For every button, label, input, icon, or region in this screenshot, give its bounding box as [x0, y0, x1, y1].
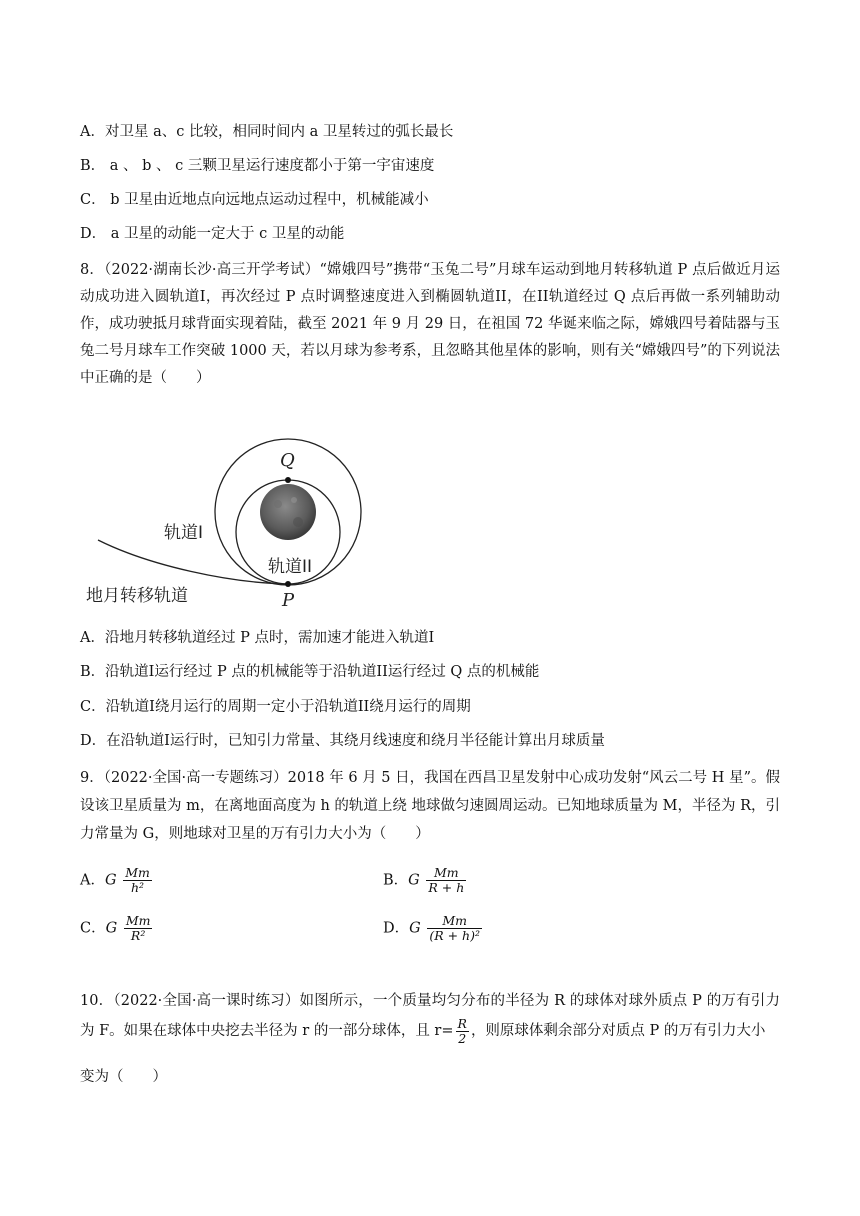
q9-option-c [80, 914, 154, 943]
q9-option-b-label: B． [383, 872, 409, 889]
q8-option-a: A．沿地月转移轨道经过 P 点时，需加速才能进入轨道I [80, 630, 435, 646]
point-p [285, 581, 291, 587]
label-transfer-orbit: 地月转移轨道 [86, 586, 188, 606]
q7-option-b: B． a 、 b 、 c 三颗卫星运行速度都小于第一宇宙速度 [80, 158, 435, 174]
label-orbit-1: 轨道I [164, 523, 204, 543]
q9-option-b-g: G [408, 872, 420, 889]
q9-option-a-g: G [104, 872, 117, 889]
q7-option-c: C． b 卫星由近地点向远地点运动过程中，机械能减小 [80, 192, 429, 208]
q9-option-d [383, 914, 484, 943]
q7-option-a: A．对卫星 a、c 比较，相同时间内 a 卫星转过的弧长最长 [80, 124, 454, 140]
q8-option-d: D．在沿轨道I运行时，已知引力常量、其绕月线速度和绕月半径能计算出月球质量 [80, 733, 605, 749]
q10-fraction: $\frac{R}{2}$ [457, 1015, 467, 1046]
q10-stem-part-b: ，则原球体剩余部分对质点 P 的万有引力大小 [470, 1023, 766, 1039]
q9-option-d-label: D． [383, 920, 410, 937]
q10-stem-part-a: 10．（2022·全国·高一课时练习）如图所示，一个质量均匀分布的半径为 R 的球体对球外质点 P 的万有引力为 F。如果在球体中央挖去半径为 r 的一部分球体，且 r= [80, 993, 780, 1039]
q9-option-a-label: A． [80, 872, 105, 889]
q8-option-b: B．沿轨道I运行经过 P 点的机械能等于沿轨道II运行经过 Q 点的机械能 [80, 664, 540, 680]
label-orbit-2: 轨道II [268, 557, 313, 577]
q9-option-c-g: G [105, 920, 118, 937]
q9-option-d-g: G [409, 920, 421, 937]
label-q: Q [280, 450, 295, 471]
q9-option-a [80, 866, 154, 895]
q10-stem-end: 变为（ ） [80, 1069, 167, 1085]
transfer-trajectory [98, 540, 288, 584]
q9-option-b-fraction: $\frac{Mm}{R + h}$ [428, 865, 465, 895]
q7-option-d: D． a 卫星的动能一定大于 c 卫星的动能 [80, 226, 345, 242]
q9-option-c-label: C． [80, 920, 106, 937]
label-p: P [282, 590, 295, 611]
q9-option-d-fraction: $\frac{Mm}{\text{(R + h)²}}$ [429, 913, 480, 943]
q8-stem: 8．（2022·湖南长沙·高三开学考试）“嫦娥四号”携带“玉兔二号”月球车运动到地月转移轨道 P 点后做近月运动成功进入圆轨道I，再次经过 P 点时调整速度进入到椭圆轨道II，在II轨道经过 Q 点后再做一系列辅助动作，成功驶抵月球背面实现着陆，截至 2021 年 9 月 29 日，在祖国 72 华诞来临之际，嫦娥四号着陆器与玉兔二号月球车工作突破 1000 天，若以月球为参考系，且忽略其他星体的影响，则有关“嫦娥四号”的下列说法中正确的是（ ） [80, 262, 780, 386]
orbit-figure [80, 418, 370, 613]
q9-stem: 9．（2022·全国·高一专题练习）2018 年 6 月 5 日，我国在西昌卫星发射中心成功发射“风云二号 H 星”。假设该卫星质量为 m，在离地面高度为 h 的轨道上绕 地球做匀速圆周运动。已知地球质量为 M，半径为 R，引力常量为 G，则地球对卫星的万有引力大小为（ ） [80, 770, 781, 842]
q10-stem [80, 986, 780, 1046]
q8-option-c: C．沿轨道I绕月运行的周期一定小于沿轨道II绕月运行的周期 [80, 699, 471, 715]
q9-option-b [383, 866, 468, 895]
q9-option-a-fraction: $\frac{Mm}{\text{h²}}$ [125, 865, 150, 895]
moon [260, 484, 316, 540]
q9-option-c-fraction: $\frac{Mm}{\text{R²}}$ [125, 913, 151, 943]
point-q [285, 477, 291, 483]
